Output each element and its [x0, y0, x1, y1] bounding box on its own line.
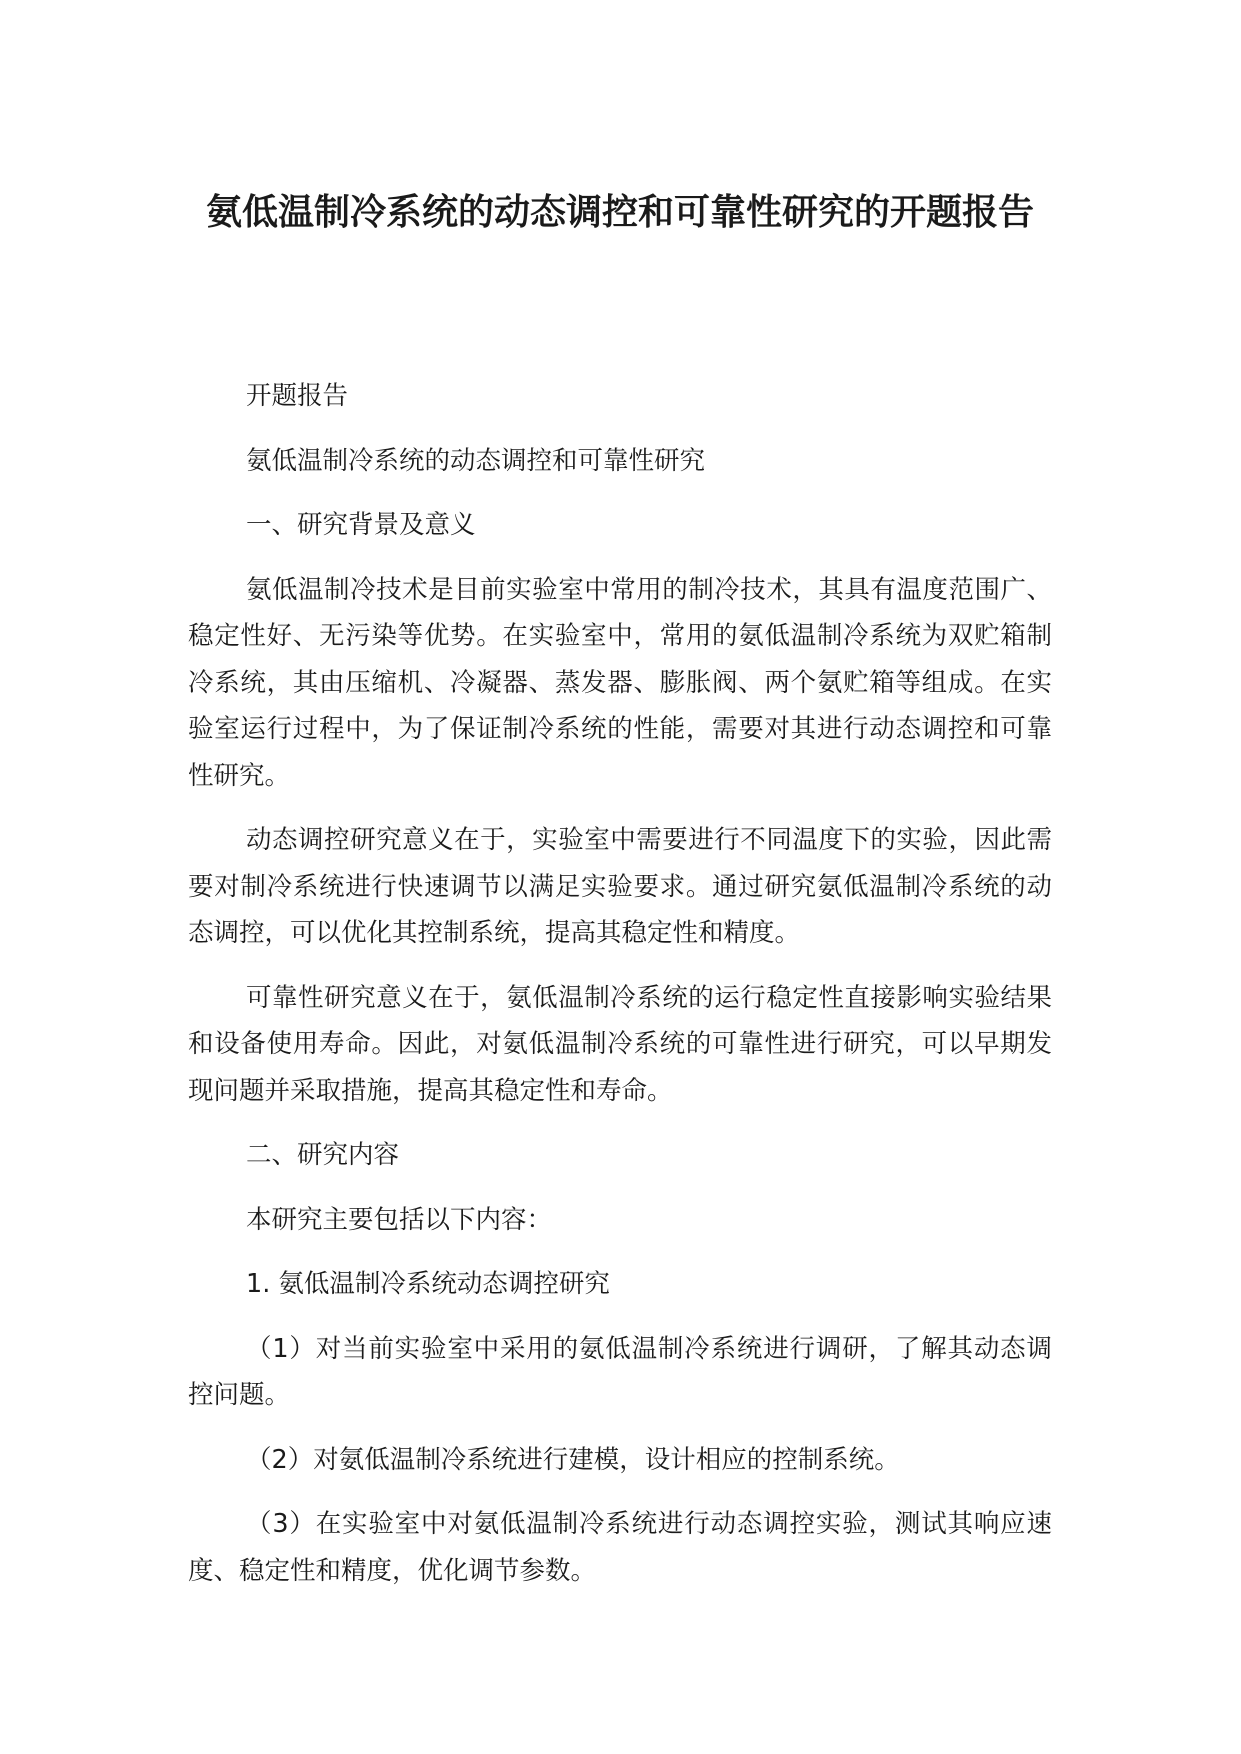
paragraph-subtitle: 氨低温制冷系统的动态调控和可靠性研究 — [246, 445, 706, 476]
paragraph-dynamic-control-significance: 动态调控研究意义在于，实验室中需要进行不同温度下的实验，因此需要对制冷系统进行快速调节以满足实验要求。通过研究氨低温制冷系统的动态调控，可以优化其控制系统，提高其稳定性和精度。 — [188, 825, 1052, 948]
paragraph-reliability-significance: 可靠性研究意义在于，氨低温制冷系统的运行稳定性直接影响实验结果和设备使用寿命。因此，对氨低温制冷系统的可靠性进行研究，可以早期发现问题并采取措施，提高其稳定性和寿命。 — [188, 982, 1052, 1106]
list-item-1: 1. 氨低温制冷系统动态调控研究 — [246, 1269, 610, 1299]
document-body — [188, 373, 1052, 1612]
list-subitem-1: （1）对当前实验室中采用的氨低温制冷系统进行调研，了解其动态调控问题。 — [188, 1333, 1052, 1410]
paragraph-content-intro: 本研究主要包括以下内容： — [246, 1204, 553, 1235]
list-subitem-3: （3）在实验室中对氨低温制冷系统进行动态调控实验，测试其响应速度、稳定性和精度，优化调节参数。 — [188, 1509, 1052, 1586]
document-title: 氨低温制冷系统的动态调控和可靠性研究的开题报告 — [205, 192, 1034, 233]
paragraph-background: 氨低温制冷技术是目前实验室中常用的制冷技术，其具有温度范围广、稳定性好、无污染等优势。在实验室中，常用的氨低温制冷系统为双贮箱制冷系统，其由压缩机、冷凝器、蒸发器、膨胀阀、两个氨贮箱等组成。在实验室运行过程中，为了保证制冷系统的性能，需要对其进行动态调控和可靠性研究。 — [188, 574, 1052, 791]
list-subitem-2: （2）对氨低温制冷系统进行建模，设计相应的控制系统。 — [246, 1444, 900, 1475]
section-heading-background: 一、研究背景及意义 — [246, 510, 476, 540]
paragraph-heading-report: 开题报告 — [246, 381, 349, 411]
section-heading-content: 二、研究内容 — [246, 1140, 400, 1170]
